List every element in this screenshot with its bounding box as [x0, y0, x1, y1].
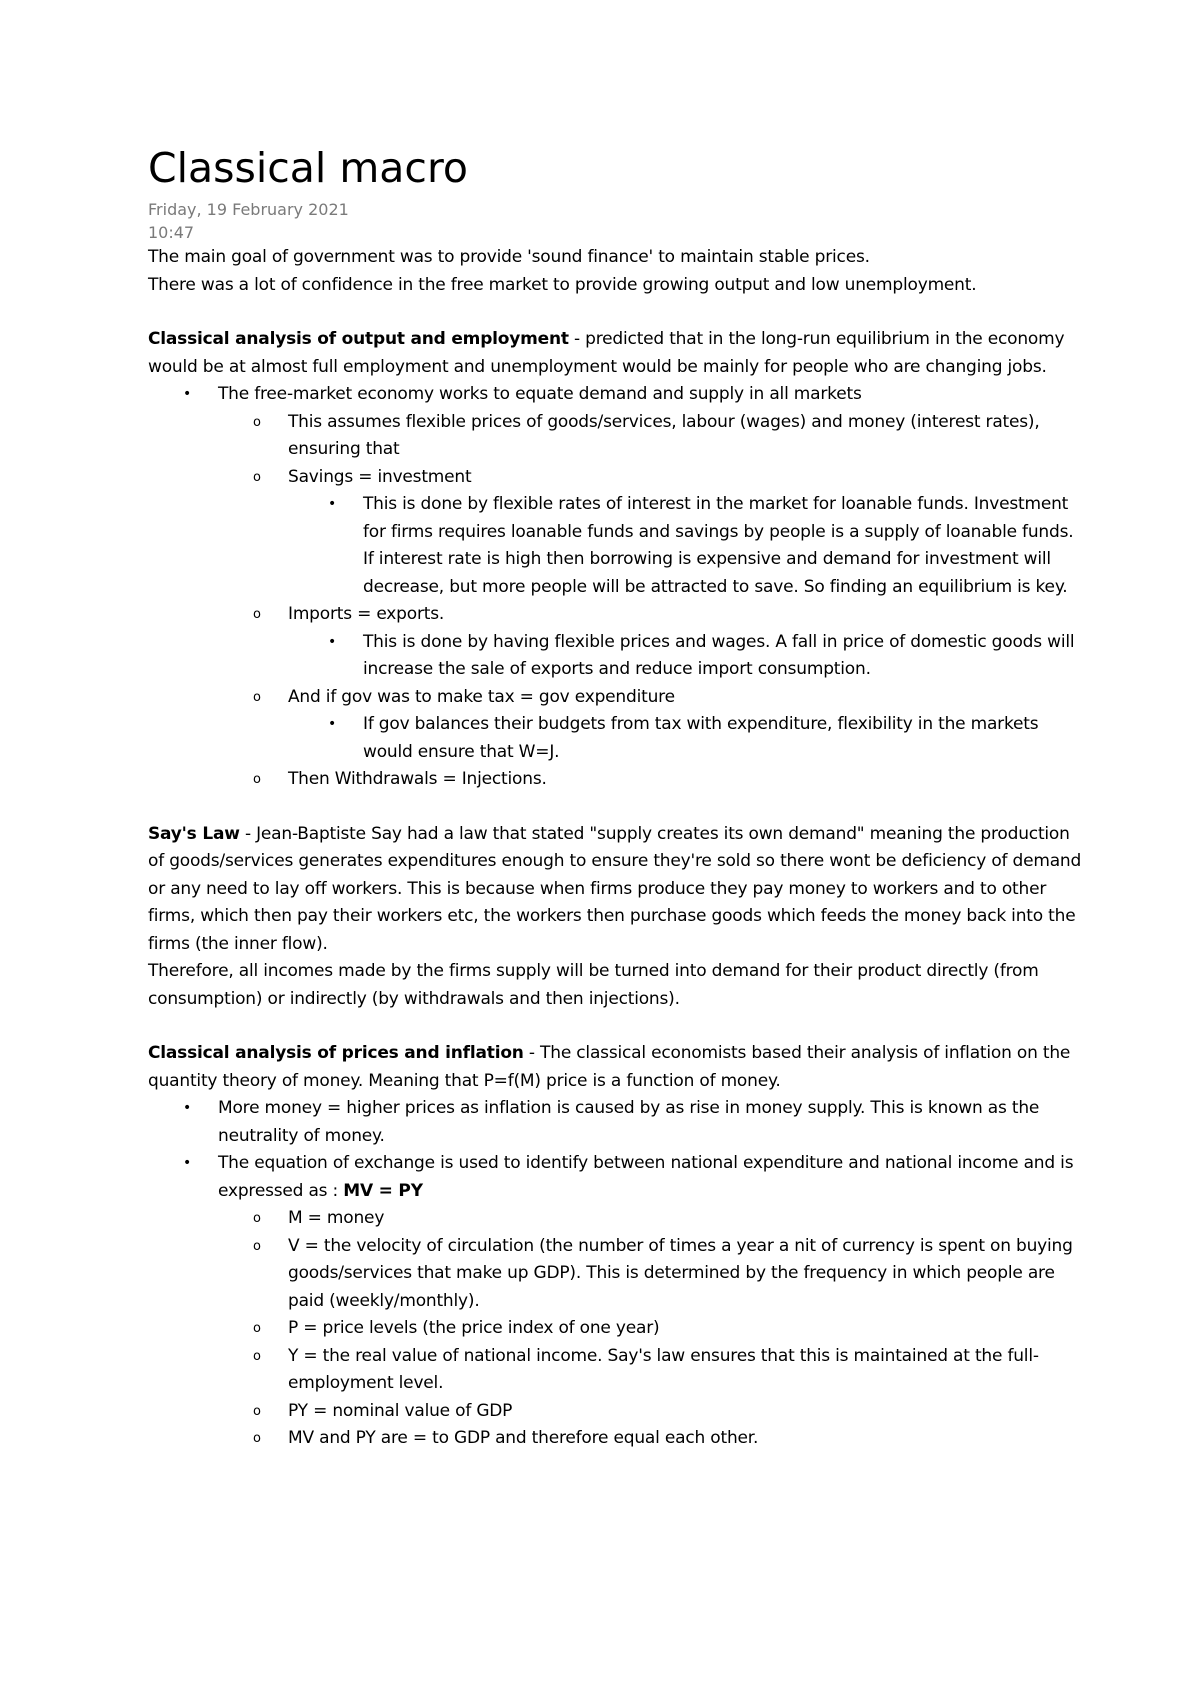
circle-bullet-icon: o	[253, 1431, 261, 1446]
bullet-icon: •	[183, 386, 192, 402]
section-text: - Jean-Baptiste Say had a law that stated "supply creates its own demand" meaning the production of goods/services generates expenditures enough to ensure they're sold so there wont be deficiency of demand or any need to lay off workers. This is because when firms produce they pay money to workers and to other firms, which then pay their workers etc, the workers then purchase goods which feeds the money back into the firms (the inner flow).	[148, 823, 1082, 954]
list-item-text: The equation of exchange is used to identify between national expenditure and national income and is expressed as :	[218, 1153, 1074, 1201]
note-date: Friday, 19 February 2021	[148, 200, 349, 219]
list-item-text: M = money	[288, 1208, 385, 1228]
note-content	[148, 142, 1088, 1453]
circle-bullet-icon: o	[253, 1211, 261, 1226]
note-time: 10:47	[148, 223, 195, 242]
list-item-text: Y = the real value of national income. Say's law ensures that this is maintained at the full-employment level.	[288, 1345, 1039, 1393]
section-text: - predicted that in the long-run equilibrium in the economy would be at almost full employment and unemployment would be mainly for people who are changing jobs.	[148, 329, 1065, 377]
list-item	[148, 684, 1088, 712]
list-item-text: This is done by having flexible prices and wages. A fall in price of domestic goods will increase the sale of exports and reduce import consumption.	[363, 631, 1075, 679]
list-item	[148, 1233, 1088, 1316]
list-item-text: PY = nominal value of GDP	[288, 1400, 513, 1421]
bullet-icon: •	[183, 1155, 192, 1171]
dot-bullet-icon: •	[328, 633, 337, 650]
dot-bullet-icon: •	[328, 716, 337, 732]
list-item-text: P = price levels (the price index of one year)	[288, 1318, 660, 1338]
list-item	[148, 1095, 1088, 1150]
list-item	[148, 1398, 1088, 1426]
list-item-text: This assumes flexible prices of goods/services, labour (wages) and money (interest rates), ensuring that	[288, 411, 1040, 459]
intro-line-2: There was a lot of confidence in the free market to provide growing output and low unemployment.	[148, 274, 977, 295]
list-item-text: This is done by flexible rates of interest in the market for loanable funds. Investment for firms requires loanable funds and savings by people is a supply of loanable funds. If interest rate is high then borrowing is expensive and demand for investment will decrease, but more people will be attracted to save. So finding an equilibrium is key.	[363, 494, 1074, 597]
bullet-list	[148, 381, 1088, 409]
intro-line-1: The main goal of government was to provide 'sound finance' to maintain stable prices.	[148, 247, 870, 267]
list-item	[148, 601, 1088, 629]
circle-bullet-icon: o	[253, 607, 261, 622]
section-heading: Say's Law	[148, 823, 240, 844]
section-prices-inflation	[148, 1040, 1088, 1095]
bullet-list	[148, 1095, 1088, 1205]
sub-list	[148, 409, 1088, 492]
list-item-text: Savings = investment	[288, 466, 472, 487]
bullet-icon: •	[183, 1100, 192, 1116]
sub-sub-list	[148, 629, 1088, 684]
section-heading: Classical analysis of output and employment	[148, 329, 569, 349]
circle-bullet-icon: o	[253, 1403, 261, 1419]
sub-sub-list	[148, 711, 1088, 766]
list-item	[148, 464, 1088, 492]
list-item-text: Then Withdrawals = Injections.	[288, 769, 547, 789]
sub-list	[148, 1205, 1088, 1453]
circle-bullet-icon: o	[253, 772, 261, 787]
circle-bullet-icon: o	[253, 1348, 261, 1364]
list-item	[148, 409, 1088, 464]
list-item	[148, 1343, 1088, 1398]
list-item-text: V = the velocity of circulation (the number of times a year a nit of currency is spent on buying goods/services that make up GDP). This is determined by the frequency in which people are paid (weekly/monthly).	[288, 1235, 1073, 1311]
list-item-text: More money = higher prices as inflation is caused by as rise in money supply. This is known as the neutrality of money.	[218, 1098, 1040, 1146]
section-text-continued: Therefore, all incomes made by the firms supply will be turned into demand for their product directly (from consumption) or indirectly (by withdrawals and then injections).	[148, 961, 1039, 1009]
equation-formula: MV = PY	[343, 1180, 423, 1201]
list-item	[148, 711, 1088, 766]
list-item	[148, 1150, 1088, 1205]
circle-bullet-icon: o	[253, 469, 261, 485]
list-item-text: If gov balances their budgets from tax with expenditure, flexibility in the markets would ensure that W=J.	[363, 714, 1039, 762]
list-item-text: MV and PY are = to GDP and therefore equal each other.	[288, 1428, 759, 1448]
list-item	[148, 629, 1088, 684]
circle-bullet-icon: o	[253, 689, 261, 705]
section-output-employment	[148, 326, 1088, 381]
list-item	[148, 1205, 1088, 1233]
list-item-text: The free-market economy works to equate demand and supply in all markets	[218, 384, 862, 404]
section-says-law	[148, 821, 1088, 959]
circle-bullet-icon: o	[253, 1238, 261, 1254]
sub-list	[148, 684, 1088, 712]
sub-list	[148, 766, 1088, 794]
list-item	[148, 766, 1088, 794]
list-item	[148, 1425, 1088, 1453]
list-item-text: Imports = exports.	[288, 604, 445, 624]
page-title: Classical macro	[148, 144, 468, 192]
section-text: - The classical economists based their analysis of inflation on the quantity theory of money. Meaning that P=f(M) price is a function of money.	[148, 1043, 1071, 1091]
sub-list	[148, 601, 1088, 629]
circle-bullet-icon: o	[253, 1321, 261, 1336]
list-item	[148, 381, 1088, 409]
dot-bullet-icon: •	[328, 496, 337, 512]
list-item-text: And if gov was to make tax = gov expenditure	[288, 686, 675, 707]
sub-sub-list	[148, 491, 1088, 601]
circle-bullet-icon: o	[253, 414, 261, 430]
list-item	[148, 1315, 1088, 1343]
section-heading: Classical analysis of prices and inflation	[148, 1043, 524, 1063]
list-item	[148, 491, 1088, 601]
